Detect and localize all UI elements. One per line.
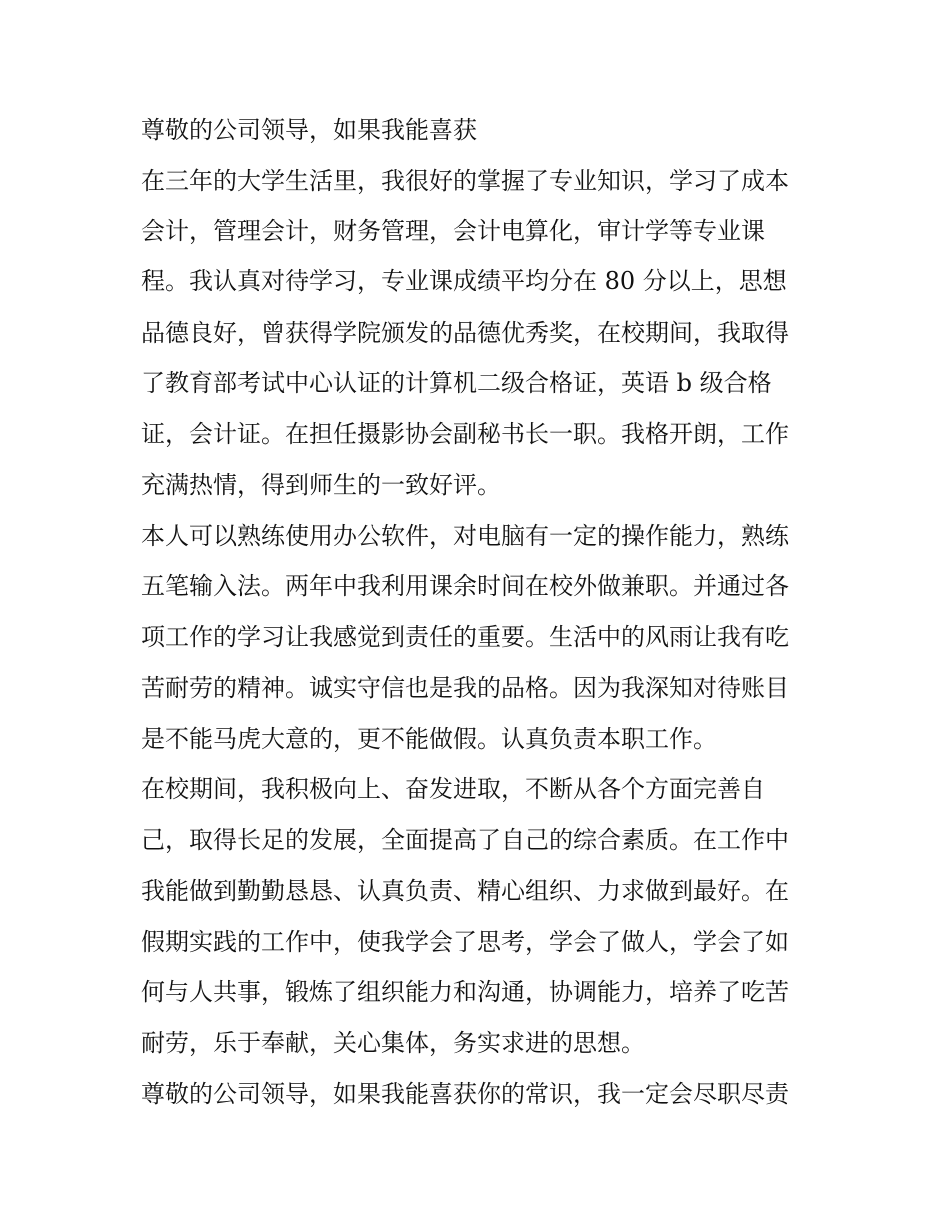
text-line: 苦耐劳的精神。诚实守信也是我的品格。因为我深知对待账目 [141,674,789,702]
text-line: 是不能马虎大意的，更不能做假。认真负责本职工作。 [141,725,717,753]
text-line: 了教育部考试中心认证的计算机二级合格证，英语 b 级合格 [141,369,772,397]
text-line: 本人可以熟练使用办公软件，对电脑有一定的操作能力，熟练 [141,522,789,550]
text-line: 程。我认真对待学习，专业课成绩平均分在 80 分以上，思想 [141,267,787,295]
text-line: 证，会计证。在担任摄影协会副秘书长一职。我格开朗，工作 [141,420,789,448]
text-line: 在校期间，我积极向上、奋发进取，不断从各个方面完善自 [141,775,765,803]
text-line: 品德良好，曾获得学院颁发的品德优秀奖，在校期间，我取得 [141,319,789,347]
text-line: 充满热情，得到师生的一致好评。 [141,471,501,499]
text-line: 假期实践的工作中，使我学会了思考，学会了做人，学会了如 [141,928,789,956]
text-line: 何与人共事，锻炼了组织能力和沟通，协调能力，培养了吃苦 [141,978,789,1006]
text-line: 尊敬的公司领导，如果我能喜获 [141,116,477,144]
text-line: 我能做到勤勤恳恳、认真负责、精心组织、力求做到最好。在 [141,877,789,905]
text-line: 尊敬的公司领导，如果我能喜获你的常识，我一定会尽职尽责 [141,1080,789,1108]
text-line: 耐劳，乐于奉献，关心集体，务实求进的思想。 [141,1029,645,1057]
text-line: 五笔输入法。两年中我利用课余时间在校外做兼职。并通过各 [141,572,789,600]
text-line: 会计，管理会计，财务管理，会计电算化，审计学等专业课 [141,217,765,245]
text-line: 己，取得长足的发展，全面提高了自己的综合素质。在工作中 [141,826,789,854]
text-line: 在三年的大学生活里，我很好的掌握了专业知识，学习了成本 [141,167,789,195]
text-line: 项工作的学习让我感觉到责任的重要。生活中的风雨让我有吃 [141,623,789,651]
